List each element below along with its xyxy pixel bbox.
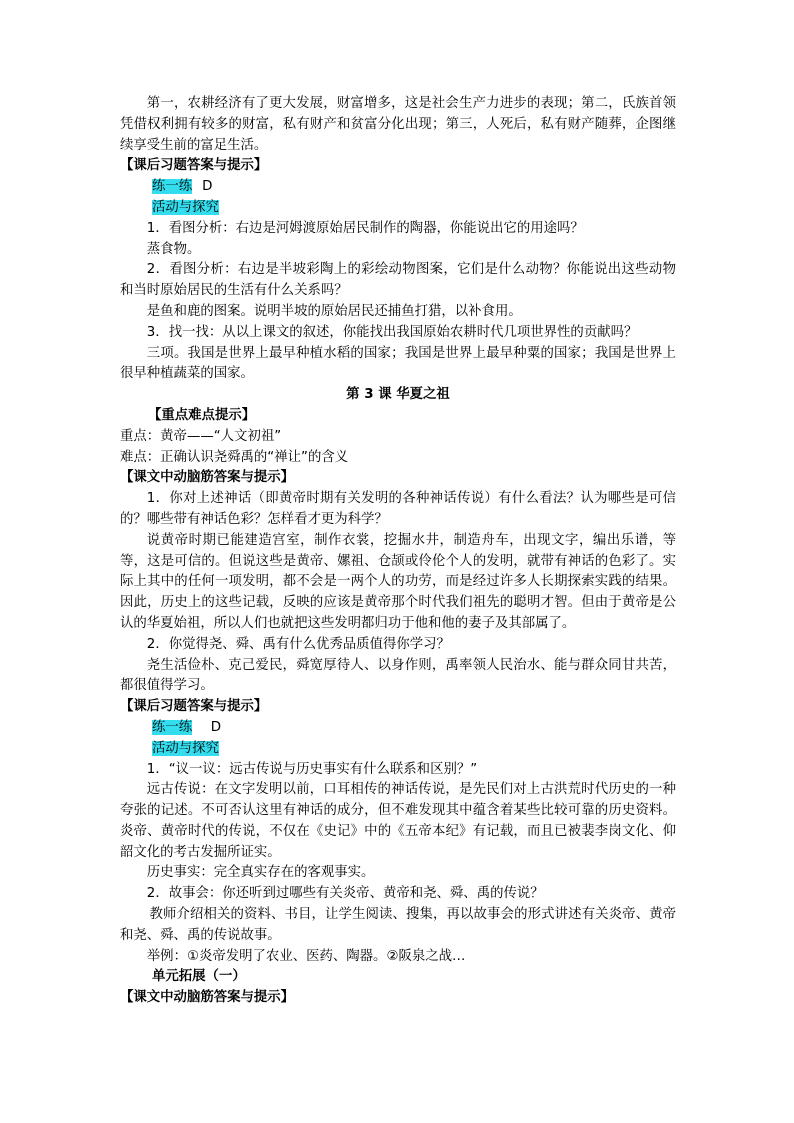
brain-heading: 【课文中动脑筋答案与提示】 xyxy=(120,470,295,486)
practice-answer: D xyxy=(202,179,213,195)
brain-answer-1: 说黄帝时期已能建造宫室，制作衣裳，挖掘水井，制造舟车，出现文字，编出乐谱，等等，这是可信的。但说这些是黄帝、嫘祖、仓颉或伶伦个人的发明，就带有神话的色彩了。实际上其中的任何一项发明，都不会是一两个人的功劳，而是经过许多人长期探索实践的结果。因此，历史上的这些记载，反映的应该是黄帝那个时代我们祖先的聪明才智。但由于黄帝是公认的华夏始祖，所以人们也就把这些发明都归功于他和他的妻子及其部属了。 xyxy=(120,532,676,631)
practice-answer-2: D xyxy=(210,719,221,735)
answer-2: 是鱼和鹿的图案。说明半坡的原始居民还捕鱼打猎，以补食用。 xyxy=(146,303,522,319)
lesson-title: 第 3 课 华夏之祖 xyxy=(346,387,450,403)
key-point: 重点：黄帝——“人文初祖” xyxy=(120,428,282,444)
activity-label: 活动与探究 xyxy=(152,199,219,215)
difficult-point: 难点：正确认识尧舜禹的“禅让”的含义 xyxy=(120,449,349,465)
practice-row-2 xyxy=(120,718,676,739)
exercise-answer-1: 远古传说：在文字发明以前，口耳相传的神话传说，是先民们对上古洪荒时代历史的一种夸张的记述。不可否认这里有神话的成分，但不难发现其中蕴含着某些比较可靠的历史资料。炎帝、黄帝时代的传说，不仅在《史记》中的《五帝本纪》有记载，而且已被裴李岗文化、仰韶文化的考古发掘所证实。 xyxy=(120,782,676,860)
exercise-answer-2: 教师介绍相关的资料、书目，让学生阅读、搜集，再以故事会的形式讲述有关炎帝、黄帝和尧、舜、禹的传说故事。 xyxy=(120,907,676,943)
practice-label: 练一练 xyxy=(152,179,193,195)
exercise-answer-1b: 历史事实：完全真实存在的客观事实。 xyxy=(146,865,375,881)
section-heading-exercises: 【课后习题答案与提示】 xyxy=(120,158,268,174)
answer-1: 蒸食物。 xyxy=(146,241,201,257)
unit-heading: 【课文中动脑筋答案与提示】 xyxy=(120,990,295,1006)
exercise-question-1: 1．“议一议：远古传说与历史事实有什么联系和区别？” xyxy=(146,761,478,777)
example-line: 举例：①炎帝发明了农业、医药、陶器。②阪泉之战… xyxy=(146,948,466,964)
brain-question-2: 2．你觉得尧、舜、禹有什么优秀品质值得你学习？ xyxy=(146,636,450,652)
practice-row xyxy=(120,177,676,198)
activity-label-2: 活动与探究 xyxy=(152,740,219,756)
brain-answer-2: 尧生活俭朴、克己爱民，舜宽厚待人、以身作则，禹率领人民治水、能与群众同甘共苦，都很值得学习。 xyxy=(120,657,676,694)
practice-label-2: 练一练 xyxy=(152,719,193,735)
activity-row-2 xyxy=(120,739,676,760)
question-1: 1．看图分析：右边是河姆渡原始居民制作的陶器，你能说出它的用途吗？ xyxy=(146,220,584,236)
key-points-heading: 【重点难点提示】 xyxy=(148,407,256,423)
activity-row xyxy=(120,198,676,219)
paragraph-intro: 第一，农耕经济有了更大发展，财富增多，这是社会生产力进步的表现；第二，氏族首领凭借权利拥有较多的财富，私有财产和贫富分化出现；第三，人死后，私有财产随葬，企图继续享受生前的富足生活。 xyxy=(120,96,676,153)
brain-question-1: 1．你对上述神话（即黄帝时期有关发明的各种神话传说）有什么看法？认为哪些是可信的？哪些带有神话色彩？怎样看才更为科学？ xyxy=(120,491,676,527)
exercise-question-2: 2．故事会：你还听到过哪些有关炎帝、黄帝和尧、舜、禹的传说？ xyxy=(146,886,544,902)
question-2: 2．看图分析：右边是半坡彩陶上的彩绘动物图案，它们是什么动物？你能说出这些动物和当时原始居民的生活有什么关系吗？ xyxy=(120,262,676,299)
answer-3: 三项。我国是世界上最早种植水稻的国家；我国是世界上最早种粟的国家；我国是世界上很早种植蔬菜的国家。 xyxy=(120,345,676,382)
unit-title: 单元拓展（一） xyxy=(152,969,246,985)
document-page xyxy=(120,94,676,1009)
question-3: 3．找一找：从以上课文的叙述，你能找出我国原始农耕时代几项世界性的贡献吗？ xyxy=(146,324,638,340)
exercises-heading-2: 【课后习题答案与提示】 xyxy=(120,699,268,715)
